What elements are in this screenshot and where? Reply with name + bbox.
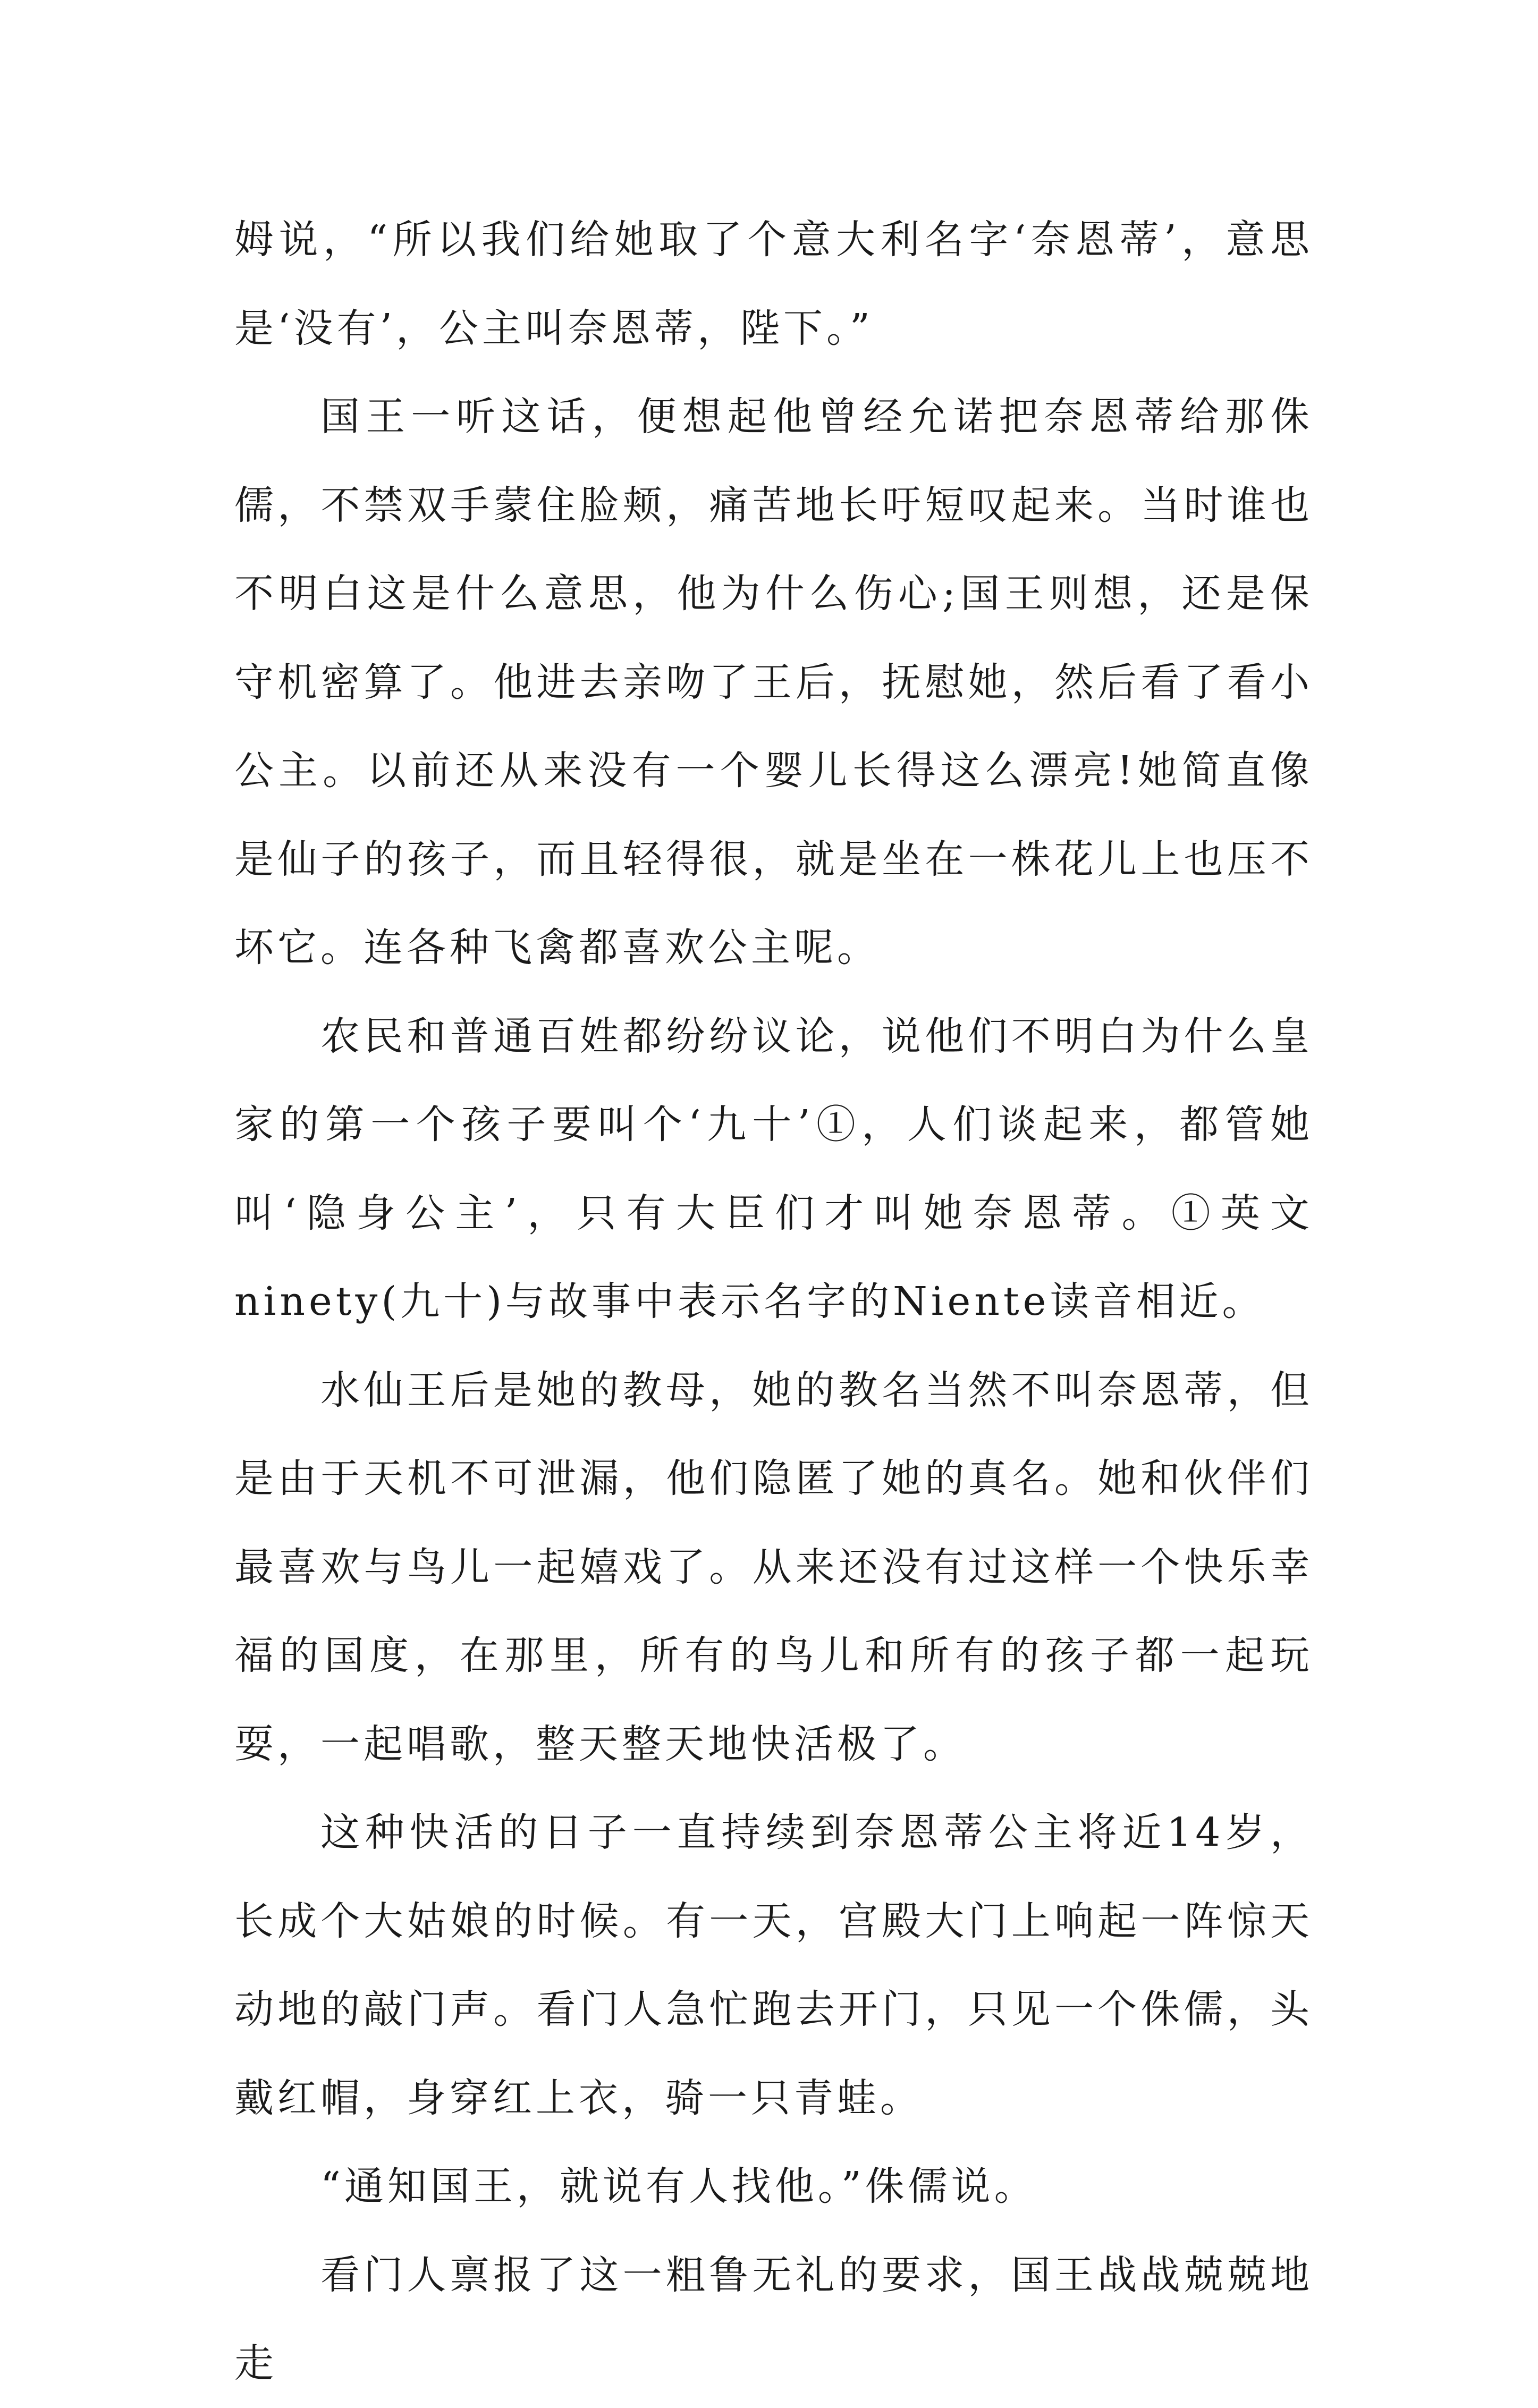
paragraph-king-remembers: 国王一听这话，便想起他曾经允诺把奈恩蒂给那侏儒，不禁双手蒙住脸颊，痛苦地长吁短叹起来。当时谁也不明白这是什么意思，他为什么伤心;国王则想，还是保守机密算了。他进去亲吻了王后，抚慰她，然后看了看小公主。以前还从来没有一个婴儿长得这么漂亮!她简直像是仙子的孩子，而且轻得很，就是坐在一株花儿上也压不坏它。连各种飞禽都喜欢公主呢。 — [234, 394, 1313, 970]
paragraph-ninety-nickname: 农民和普通百姓都纷纷议论，说他们不明白为什么皇家的第一个孩子要叫个‘九十’①，人们谈起来，都管她叫‘隐身公主’，只有大臣们才叫她奈恩蒂。①英文ninety(九十)与故事中表示名字的Niente读音相近。 — [234, 1013, 1313, 1324]
body-text — [234, 196, 1313, 2408]
paragraph-dwarf-arrives: 这种快活的日子一直持续到奈恩蒂公主将近14岁，长成个大姑娘的时候。有一天，宫殿大门上响起一阵惊天动地的敲门声。看门人急忙跑去开门，只见一个侏儒，头戴红帽，身穿红上衣，骑一只青蛙。 — [234, 1810, 1313, 2121]
paragraph-king-walks: 看门人禀报了这一粗鲁无礼的要求，国王战战兢兢地走 — [234, 2252, 1313, 2386]
paragraph-dwarf-speaks: “通知国王，就说有人找他。”侏儒说。 — [320, 2164, 1037, 2209]
paragraph-godmother: 水仙王后是她的教母，她的教名当然不叫奈恩蒂，但是由于天机不可泄漏，他们隐匿了她的真名。她和伙伴们最喜欢与鸟儿一起嬉戏了。从来还没有过这样一个快乐幸福的国度，在那里，所有的鸟儿和所有的孩子都一起玩耍，一起唱歌，整天整天地快活极了。 — [234, 1367, 1313, 1767]
paragraph-continued: 姆说，“所以我们给她取了个意大利名字‘奈恩蒂’，意思是‘没有’，公主叫奈恩蒂，陛下。” — [234, 217, 1313, 351]
